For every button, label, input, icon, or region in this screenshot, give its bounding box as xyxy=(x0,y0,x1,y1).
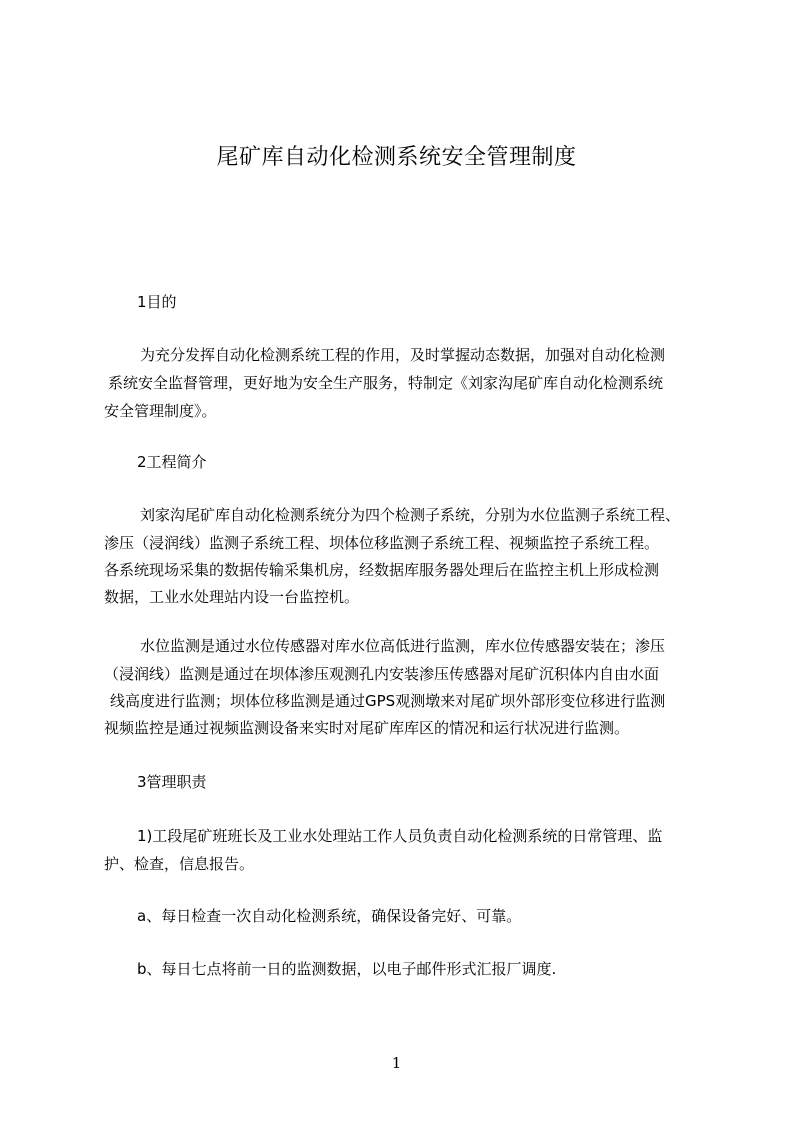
paragraph-line: 各系统现场采集的数据传输采集机房，经数据库服务器处理后在监控主机上形成检测 xyxy=(104,561,660,579)
paragraph-line: 刘家沟尾矿库自动化检测系统分为四个检测子系统，分别为水位监测子系统工程、 xyxy=(140,506,681,524)
paragraph-line: 1)工段尾矿班班长及工业水处理站工作人员负责自动化检测系统的日常管理、监 xyxy=(137,827,663,845)
paragraph-line: 为充分发挥自动化检测系统工程的作用，及时掌握动态数据，加强对自动化检测 xyxy=(140,346,666,364)
section-3-heading: 3管理职责 xyxy=(137,773,207,791)
paragraph-line: 系统安全监督管理，更好地为安全生产服务，特制定《刘家沟尾矿库自动化检测系统 xyxy=(108,374,664,392)
paragraph-line: 护、检查，信息报告。 xyxy=(104,855,255,873)
paragraph-line: 安全管理制度》。 xyxy=(104,402,217,420)
section-1-heading: 1目的 xyxy=(137,293,177,311)
list-item-a: a、每日检查一次自动化检测系统，确保设备完好、可靠。 xyxy=(137,907,522,925)
paragraph-line: 水位监测是通过水位传感器对库水位高低进行监测，库水位传感器安装在；渗压 xyxy=(140,637,666,655)
page-number: 1 xyxy=(391,1054,402,1072)
section-2-heading: 2工程简介 xyxy=(137,453,207,471)
list-item-b: b、每日七点将前一日的监测数据，以电子邮件形式汇报厂调度. xyxy=(137,960,557,978)
document-title: 尾矿库自动化检测系统安全管理制度 xyxy=(216,145,577,170)
paragraph-line: 视频监控是通过视频监测设备来实时对尾矿库库区的情况和运行状况进行监测。 xyxy=(104,719,630,737)
paragraph-line: 数据，工业水处理站内设一台监控机。 xyxy=(104,588,360,606)
paragraph-line: 线高度进行监测；坝体位移监测是通过GPS观测墩来对尾矿坝外部形变位移进行监测 xyxy=(110,692,666,710)
paragraph-line: （浸润线）监测是通过在坝体渗压观测孔内安装渗压传感器对尾矿沉积体内自由水面 xyxy=(104,665,660,683)
paragraph-line: 渗压（浸润线）监测子系统工程、坝体位移监测子系统工程、视频监控子系统工程。 xyxy=(104,534,660,552)
